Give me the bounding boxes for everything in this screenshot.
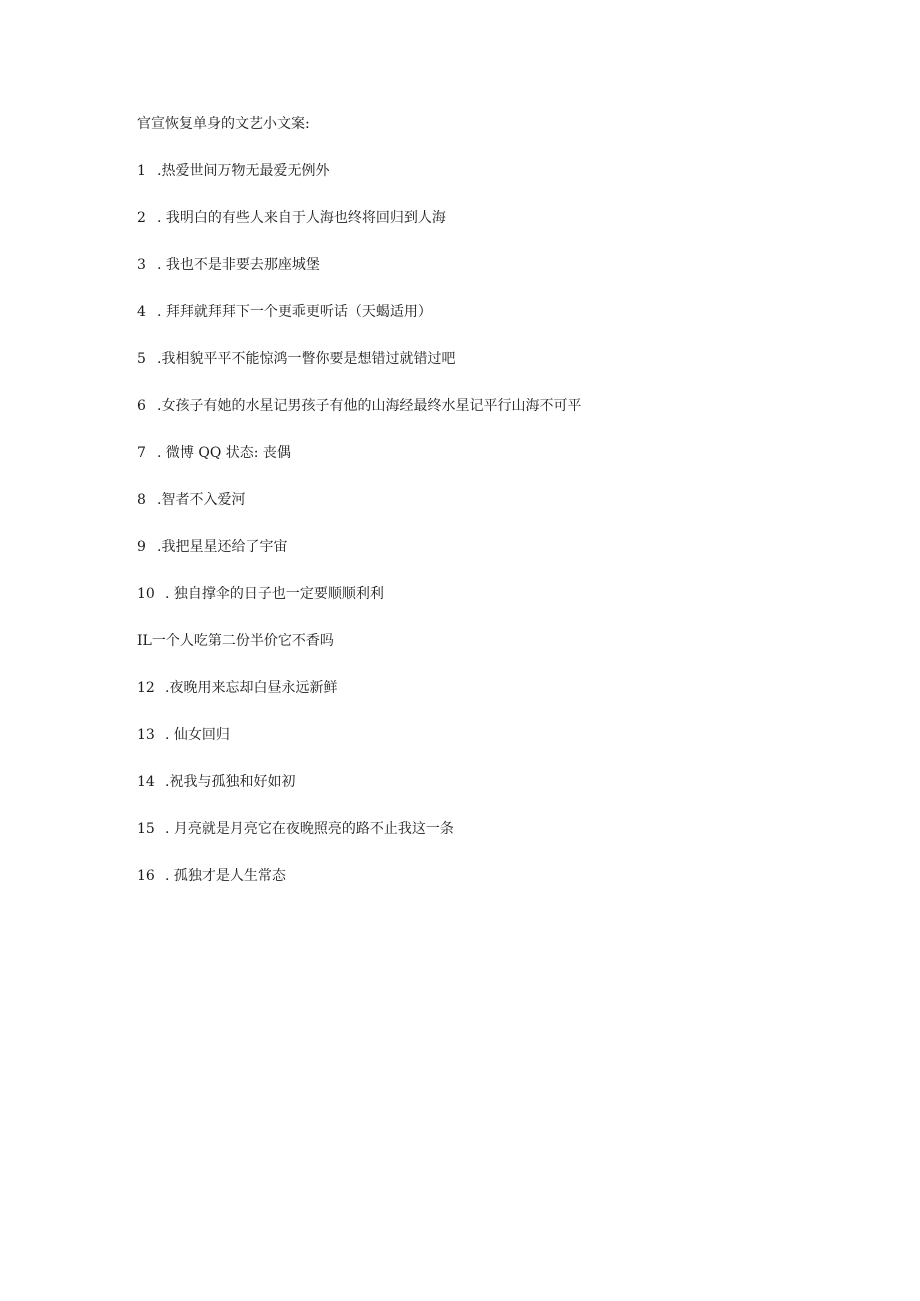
document-title: 官宣恢复单身的文艺小文案: [137, 116, 310, 132]
item-number: 7 [137, 445, 146, 461]
item-number: IL [137, 633, 152, 649]
item-text: .夜晚用来忘却白昼永远新鲜 [165, 680, 338, 696]
list-item [137, 207, 581, 254]
list-item [137, 677, 581, 724]
item-text: . 孤独才是人生常态 [165, 868, 286, 884]
item-number: 3 [137, 257, 146, 273]
list-item [137, 301, 581, 348]
item-number: 6 [137, 398, 146, 414]
item-number: 10 [137, 586, 155, 602]
item-text: .祝我与孤独和好如初 [165, 774, 296, 790]
item-number: 1 [137, 163, 146, 179]
list-item [137, 254, 581, 301]
list-item [137, 395, 581, 442]
copywriting-list [137, 160, 581, 912]
list-item [137, 630, 581, 677]
list-item [137, 160, 581, 207]
item-text: .智者不入爱河 [157, 492, 246, 508]
list-item [137, 536, 581, 583]
item-number: 13 [137, 727, 155, 743]
list-item [137, 442, 581, 489]
item-number: 8 [137, 492, 146, 508]
item-text: . 月亮就是月亮它在夜晚照亮的路不止我这一条 [165, 821, 454, 837]
item-number: 12 [137, 680, 155, 696]
item-text: . 拜拜就拜拜下一个更乖更听话（天蝎适用） [157, 304, 432, 320]
item-text: .我把星星还给了宇宙 [157, 539, 288, 555]
item-text: . 我明白的有些人来自于人海也终将回归到人海 [157, 210, 446, 226]
list-item [137, 818, 581, 865]
item-text: .女孩子有她的水星记男孩子有他的山海经最终水星记平行山海不可平 [157, 398, 582, 414]
item-text: . 微博 QQ 状态: 丧偶 [157, 445, 291, 461]
item-text: . 我也不是非要去那座城堡 [157, 257, 320, 273]
item-number: 16 [137, 868, 155, 884]
item-number: 9 [137, 539, 146, 555]
list-item [137, 771, 581, 818]
item-number: 15 [137, 821, 155, 837]
item-number: 4 [137, 304, 146, 320]
list-item [137, 348, 581, 395]
item-text: . 独自撑伞的日子也一定要顺顺利利 [165, 586, 384, 602]
item-number: 14 [137, 774, 155, 790]
list-item [137, 583, 581, 630]
list-item [137, 724, 581, 771]
item-number: 5 [137, 351, 146, 367]
list-item [137, 489, 581, 536]
list-item [137, 865, 581, 912]
item-text: .热爱世间万物无最爱无例外 [157, 163, 330, 179]
item-text: .我相貌平平不能惊鸿一瞥你要是想错过就错过吧 [157, 351, 456, 367]
item-text: 一个人吃第二份半价它不香吗 [151, 633, 334, 649]
item-text: . 仙女回归 [165, 727, 230, 743]
item-number: 2 [137, 210, 146, 226]
